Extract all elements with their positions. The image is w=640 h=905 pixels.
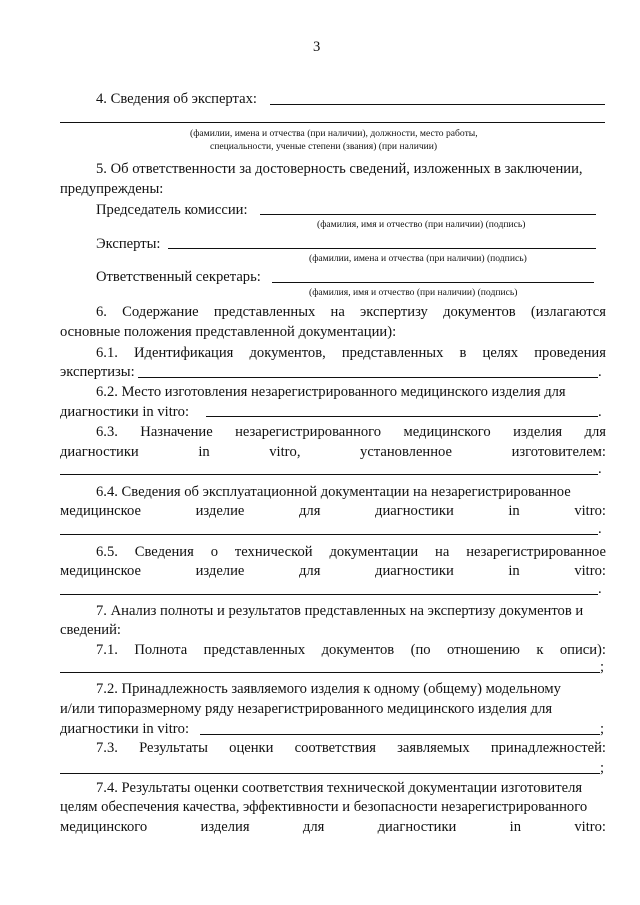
para-6-3-fill-line [60, 474, 598, 475]
para-7-1-semicolon: ; [600, 659, 605, 675]
para-6-4-period: . [598, 521, 602, 537]
para-7-2-line-1: 7.2. Принадлежность заявляемого изделия к одному (общему) модельному [96, 681, 561, 697]
para-6-5-period: . [598, 581, 602, 597]
para-6-4-fill-line [60, 534, 598, 535]
para-6-1-line-1: 6.1. Идентификация документов, представленных в целях проведения [96, 345, 606, 361]
experts-label: Эксперты: [96, 236, 161, 252]
para-7-2-line-2: и/или типоразмерному ряду незарегистрированного медицинского изделия для [60, 701, 553, 717]
para-6-5-fill-line [60, 594, 598, 595]
para-7-1-fill-line [60, 672, 600, 673]
secretary-caption: (фамилия, имя и отчество (при наличии) (подпись) [309, 287, 518, 298]
para-6-4-line-2: медицинское изделие для диагностики in vitro: [60, 503, 606, 519]
para-7-1-line-1: 7.1. Полнота представленных документов (по отношению к описи): [96, 642, 606, 658]
experts-fill-line-2 [60, 122, 605, 123]
experts-sign-line [168, 248, 596, 249]
para-6-1-fill-line [138, 377, 598, 378]
section-7-line-1: 7. Анализ полноты и результатов представленных на экспертизу документов и [96, 603, 584, 619]
secretary-label: Ответственный секретарь: [96, 269, 261, 285]
para-7-3-line-1: 7.3. Результаты оценки соответствия заявляемых принадлежностей: [96, 740, 606, 756]
para-6-2-period: . [598, 404, 602, 420]
para-6-5-line-1: 6.5. Сведения о технической документации на незарегистрированное [96, 544, 606, 560]
para-7-4-line-3: медицинского изделия для диагностики in vitro: [60, 819, 606, 835]
chair-label: Председатель комиссии: [96, 202, 248, 218]
section-4-label: 4. Сведения об экспертах: [96, 91, 257, 107]
experts-caption-2: специальности, ученые степени (звания) (при наличии) [210, 141, 438, 152]
section-6-intro-line-2: основные положения представленной документации): [60, 324, 397, 340]
experts-sign-caption: (фамилии, имена и отчества (при наличии) (подпись) [309, 253, 527, 264]
para-7-3-semicolon: ; [600, 760, 605, 776]
para-6-3-line-2: диагностики in vitro, установленное изготовителем: [60, 444, 606, 460]
para-6-5-line-2: медицинское изделие для диагностики in vitro: [60, 563, 606, 579]
secretary-fill-line [272, 282, 594, 283]
para-6-2-line-1: 6.2. Место изготовления незарегистрированного медицинского изделия для [96, 384, 566, 400]
experts-fill-line [270, 104, 605, 105]
para-6-2-line-2: диагностики in vitro: [60, 404, 189, 420]
para-7-4-line-1: 7.4. Результаты оценки соответствия технической документации изготовителя [96, 780, 583, 796]
chair-caption: (фамилия, имя и отчество (при наличии) (подпись) [317, 219, 526, 230]
para-6-1-line-2: экспертизы: [60, 364, 135, 380]
experts-caption-1: (фамилии, имена и отчества (при наличии), должности, место работы, [190, 128, 478, 139]
chair-fill-line [260, 214, 596, 215]
para-6-4-line-1: 6.4. Сведения об эксплуатационной документации на незарегистрированное [96, 484, 571, 500]
section-5-line-2: предупреждены: [60, 181, 164, 197]
para-7-3-fill-line [60, 773, 600, 774]
para-7-2-semicolon: ; [600, 721, 605, 737]
para-7-2-fill-line [200, 734, 600, 735]
page-number: 3 [313, 39, 321, 55]
para-6-1-period: . [598, 364, 602, 380]
para-6-3-line-1: 6.3. Назначение незарегистрированного медицинского изделия для [96, 424, 606, 440]
para-6-2-fill-line [206, 416, 598, 417]
section-5-line-1: 5. Об ответственности за достоверность сведений, изложенных в заключении, [96, 161, 583, 177]
section-7-line-2: сведений: [60, 622, 121, 638]
para-7-4-line-2: целям обеспечения качества, эффективности и безопасности незарегистрированного [60, 799, 588, 815]
para-7-2-line-3: диагностики in vitro: [60, 721, 189, 737]
para-6-3-period: . [598, 461, 602, 477]
section-6-intro-line-1: 6. Содержание представленных на экспертизу документов (излагаются [96, 304, 606, 320]
